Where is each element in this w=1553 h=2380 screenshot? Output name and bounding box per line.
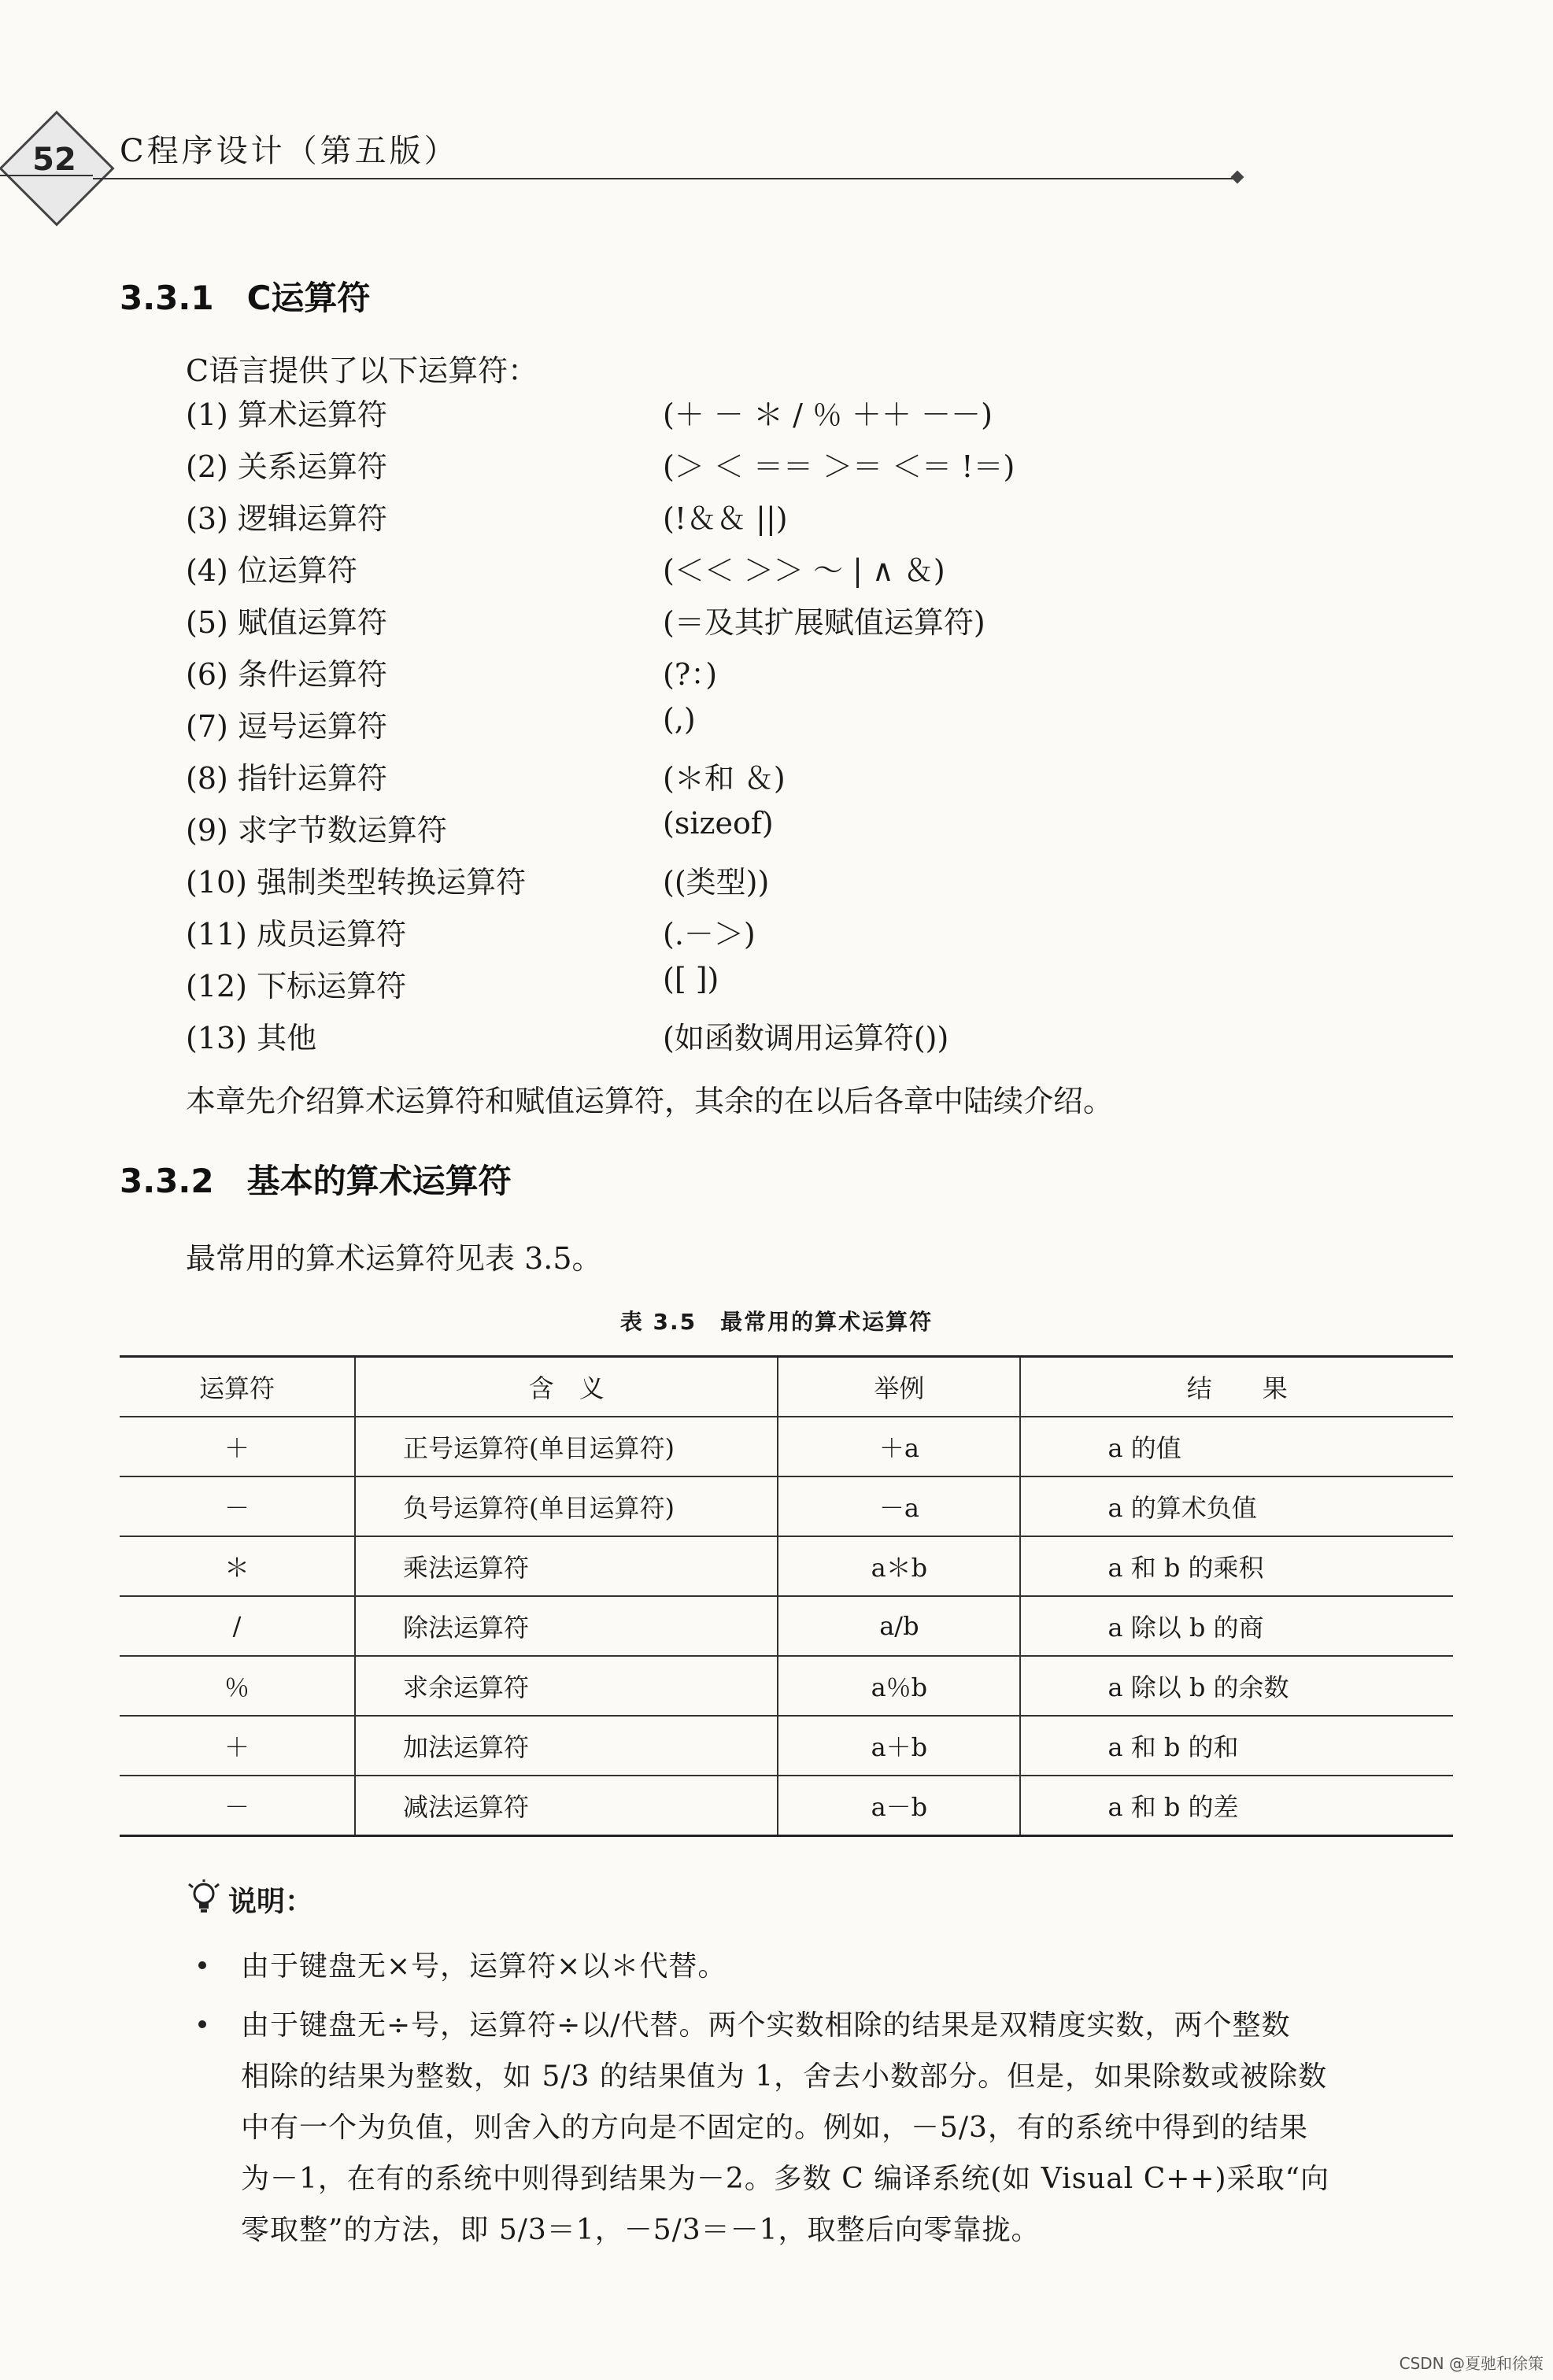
section-heading-331: 3.3.1 C运算符 [120,279,371,317]
section-331-intro: C语言提供了以下运算符： [186,353,538,388]
operator-name: (9) 求字节数运算符 [186,813,447,848]
arithmetic-operators-table [120,1355,1453,1837]
header-rule-end-diamond [1231,171,1244,184]
header-rule [93,178,1237,179]
table-row [120,1596,1453,1656]
operator-name: (7) 逗号运算符 [186,709,387,744]
table-cell: a 和 b 的乘积 [1020,1536,1453,1596]
operator-name: (1) 算术运算符 [186,397,387,432]
table-cell: 正号运算符(单目运算符) [355,1417,778,1476]
bullet-dot [198,1961,206,1969]
table-cell: ＋ [120,1417,355,1476]
table-header-row [120,1357,1453,1417]
table-row [120,1656,1453,1716]
table-cell: －a [778,1476,1020,1536]
table-cell: 负号运算符(单目运算符) [355,1476,778,1536]
table-cell: / [120,1596,355,1656]
section-heading-332: 3.3.2 基本的算术运算符 [120,1162,512,1200]
operator-name: (10) 强制类型转换运算符 [186,865,527,900]
table-cell: a％b [778,1656,1020,1716]
operator-name: (4) 位运算符 [186,553,357,588]
table-cell: ＋a [778,1417,1020,1476]
watermark: CSDN @夏驰和徐策 [1399,2354,1544,2373]
operator-symbols: (＜＜ ＞＞ ～ | ∧ ＆) [663,553,945,588]
table-cell: a 和 b 的和 [1020,1716,1453,1776]
table-cell: a/b [778,1596,1020,1656]
table-cell: a－b [778,1776,1020,1836]
page-number: 52 [32,142,76,178]
table-cell: a 和 b 的差 [1020,1776,1453,1836]
note-heading: 说明： [228,1886,314,1918]
lightbulb-icon [186,1879,222,1916]
operator-symbols: (!＆＆ ||) [663,501,788,536]
table-cell: 除法运算符 [355,1596,778,1656]
operator-symbols: (＋ － ＊ / ％ ＋＋ －－) [663,397,993,432]
table-caption: 表 3.5 最常用的算术运算符 [619,1309,934,1335]
column-header: 结 果 [1020,1357,1453,1417]
table-row [120,1417,1453,1476]
table-cell: － [120,1476,355,1536]
operator-name: (8) 指针运算符 [186,761,387,796]
operator-name: (12) 下标运算符 [186,969,407,1003]
table-cell: 求余运算符 [355,1656,778,1716]
table-cell: a 的值 [1020,1417,1453,1476]
table-cell: 减法运算符 [355,1776,778,1836]
operator-symbols: (sizeof) [663,806,774,841]
table-cell: a＋b [778,1716,1020,1776]
note-line: 相除的结果为整数，如 5/3 的结果值为 1，舍去小数部分。但是，如果除数或被除数 [241,2060,1328,2093]
operator-name: (2) 关系运算符 [186,449,387,484]
operator-name: (11) 成员运算符 [186,917,407,952]
column-header: 运算符 [120,1357,355,1417]
operator-name: (5) 赋值运算符 [186,605,387,640]
table-cell: a 的算术负值 [1020,1476,1453,1536]
note-line: 为－1，在有的系统中则得到结果为－2。多数 C 编译系统(如 Visual C++)采取“向 [241,2163,1330,2195]
table-row [120,1716,1453,1776]
table-cell: 乘法运算符 [355,1536,778,1596]
table-cell: ％ [120,1656,355,1716]
book-title: C程序设计（第五版） [120,133,459,169]
operator-symbols: ((类型)) [663,865,770,900]
operator-symbols: (.－＞) [663,917,756,952]
operator-symbols: (?：) [663,657,718,692]
operator-symbols: (＞ ＜ ＝＝ ＞＝ ＜＝ !＝) [663,449,1015,484]
note-line: 由于键盘无×号，运算符×以＊代替。 [241,1950,727,1983]
operator-symbols: (＝及其扩展赋值运算符) [663,605,985,640]
table-cell: 加法运算符 [355,1716,778,1776]
section-331-closing: 本章先介绍算术运算符和赋值运算符，其余的在以后各章中陆续介绍。 [186,1084,1114,1118]
operator-symbols: (,) [663,702,696,737]
column-header: 含 义 [355,1357,778,1417]
table-row [120,1536,1453,1596]
table-cell: a 除以 b 的商 [1020,1596,1453,1656]
operator-symbols: (如函数调用运算符()) [663,1021,949,1055]
table-cell: a 除以 b 的余数 [1020,1656,1453,1716]
table-cell: － [120,1776,355,1836]
note-line: 中有一个为负值，则舍入的方向是不固定的。例如，－5/3，有的系统中得到的结果 [241,2112,1308,2144]
operator-symbols: (＊和 ＆) [663,761,786,796]
bullet-dot [198,2020,206,2028]
table-row [120,1476,1453,1536]
section-332-intro: 最常用的算术运算符见表 3.5。 [186,1241,602,1276]
operator-name: (6) 条件运算符 [186,657,387,692]
header-rule-left [0,175,93,176]
table-cell: ＊ [120,1536,355,1596]
table-cell: a＊b [778,1536,1020,1596]
column-header: 举例 [778,1357,1020,1417]
table-row [120,1776,1453,1836]
note-line: 由于键盘无÷号，运算符÷以/代替。两个实数相除的结果是双精度实数，两个整数 [241,2009,1291,2042]
operator-name: (13) 其他 [186,1021,317,1055]
table-cell: ＋ [120,1716,355,1776]
note-line: 零取整”的方法，即 5/3＝1，－5/3＝－1，取整后向零靠拢。 [241,2214,1041,2246]
operator-symbols: ([ ]) [663,962,719,996]
operator-name: (3) 逻辑运算符 [186,501,387,536]
